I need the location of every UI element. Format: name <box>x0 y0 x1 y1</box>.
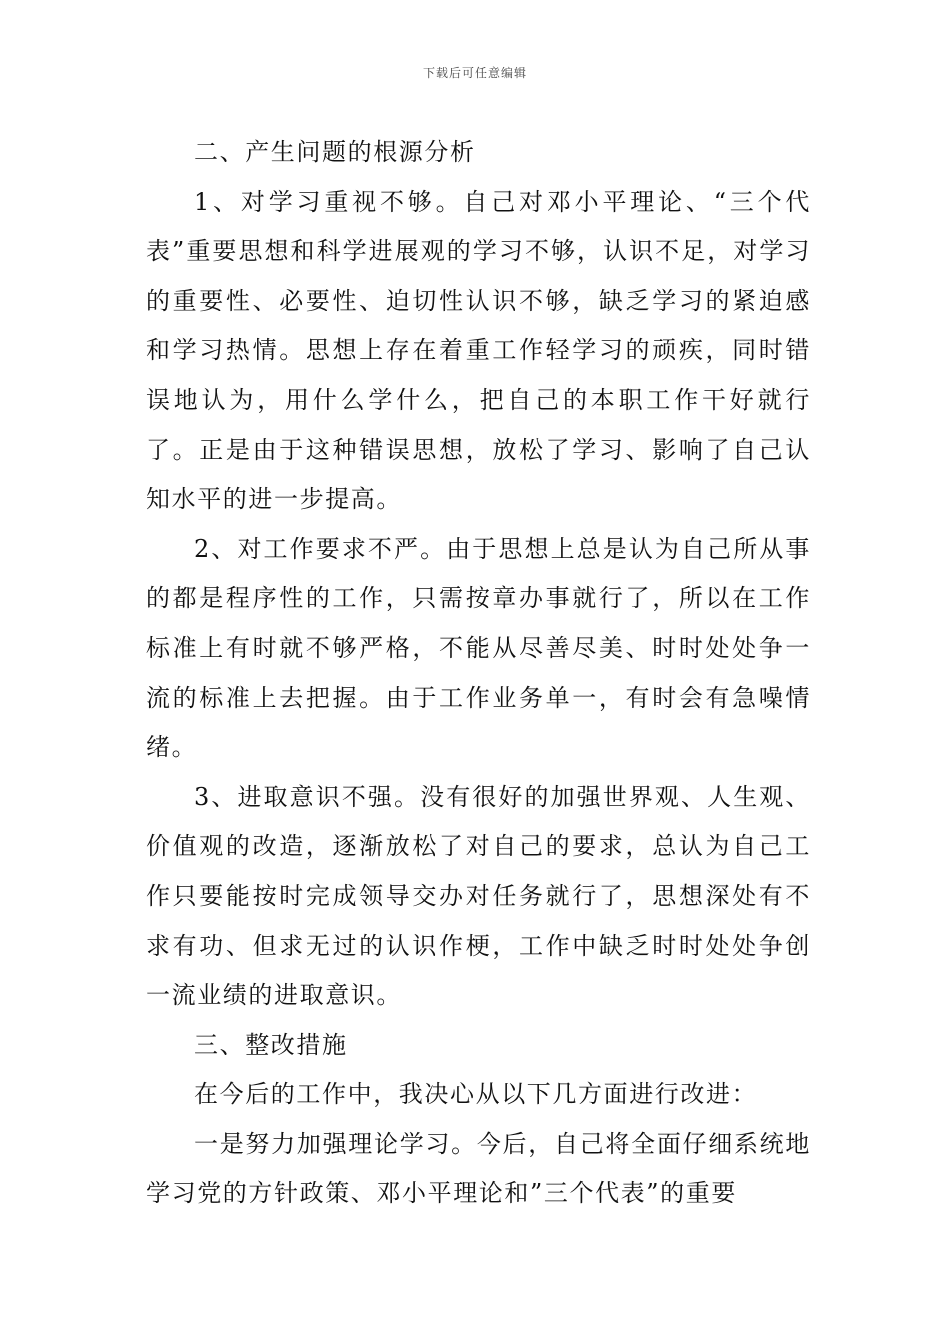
paragraph-enterprising-spirit: 3、进取意识不强。没有很好的加强世界观、人生观、价值观的改造，逐渐放松了对自己的要求，总认为自己工作只要能按时完成领导交办对任务就行了，思想深处有不求有功、但求无过的认识作梗，工作中缺乏时时处处争创一流业绩的进取意识。 <box>146 782 811 1010</box>
section-heading-measures: 三、整改措施 <box>194 1030 348 1059</box>
paragraph-measures-intro: 在今后的工作中，我决心从以下几方面进行改进： <box>194 1080 758 1109</box>
section-heading-root-causes: 二、产生问题的根源分析 <box>194 138 476 166</box>
paragraph-study-insufficient: 1、对学习重视不够。自己对邓小平理论、“三个代表”重要思想和科学进展观的学习不够，认识不足，对学习的重要性、必要性、迫切性认识不够，缺乏学习的紧迫感和学习热情。思想上存在着重工作轻学习的顽疾，同时错误地认为，用什么学什么，把自己的本职工作干好就行了。正是由于这种错误思想，放松了学习、影响了自己认知水平的进一步提高。 <box>146 187 811 514</box>
paragraph-measure-one: 一是努力加强理论学习。今后，自己将全面仔细系统地学习党的方针政策、邓小平理论和”三个代表”的重要 <box>146 1129 811 1208</box>
document-body <box>146 128 811 1219</box>
header-note: 下载后可任意编辑 <box>422 66 527 80</box>
paragraph-work-standards: 2、对工作要求不严。由于思想上总是认为自己所从事的都是程序性的工作，只需按章办事就行了，所以在工作标准上有时就不够严格，不能从尽善尽美、时时处处争一流的标准上去把握。由于工作业务单一，有时会有急噪情绪。 <box>146 534 811 762</box>
